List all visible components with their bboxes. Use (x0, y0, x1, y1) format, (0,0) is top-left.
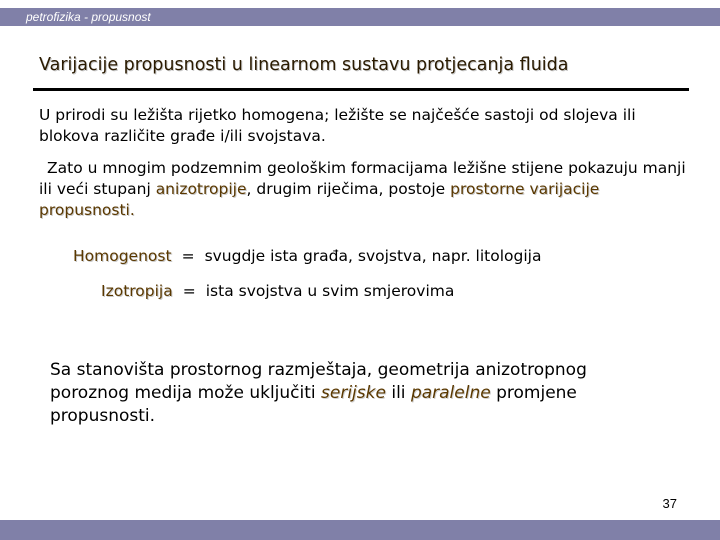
term-anisotropy: anizotropije (155, 180, 247, 198)
slide-title: Varijacije propusnosti u linearnom sustavu protjecanja fluida (39, 55, 569, 75)
equals-sign: = (182, 282, 196, 300)
page-number: 37 (662, 496, 677, 511)
paragraph-geometry-or: ili (385, 383, 411, 403)
term-spatial-variations: prostorne varijacije propusnosti. (39, 180, 600, 219)
header-text: petrofizika - propusnost (26, 10, 151, 24)
paragraph-anisotropy (39, 158, 699, 221)
paragraph-intro: U prirodi su ležišta rijetko homogena; ležište se najčešće sastoji od slojeva ili blokova različite građe i/ili svojstava. (39, 106, 636, 145)
term-serial: serijske (321, 383, 386, 403)
term-parallel: paralelne (410, 383, 491, 403)
definition-text: svugdje ista građa, svojstva, napr. litologija (204, 247, 542, 265)
paragraph-anisotropy-text-2: , drugim riječima, postoje (246, 180, 451, 198)
paragraph-geometry-text: Sa stanovišta prostornog razmještaja, geometrija anizotropnog poroznog medija može uključiti (50, 360, 587, 403)
title-underline (33, 88, 689, 91)
definition-homogeneity (73, 246, 541, 267)
header-bar (0, 8, 720, 26)
paragraph-geometry-text-2: promjene propusnosti. (50, 383, 577, 426)
paragraph-geometry (50, 359, 660, 428)
equals-sign: = (181, 247, 195, 265)
definition-term: Izotropija (101, 282, 173, 300)
paragraph-anisotropy-text: Zato u mnogim podzemnim geološkim formacijama ležišne stijene pokazuju manji ili veći stupanj (39, 159, 686, 198)
definition-text: ista svojstva u svim smjerovima (205, 282, 455, 300)
definition-isotropy (101, 281, 454, 302)
footer-bar (0, 520, 720, 540)
definition-term: Homogenost (73, 247, 172, 265)
